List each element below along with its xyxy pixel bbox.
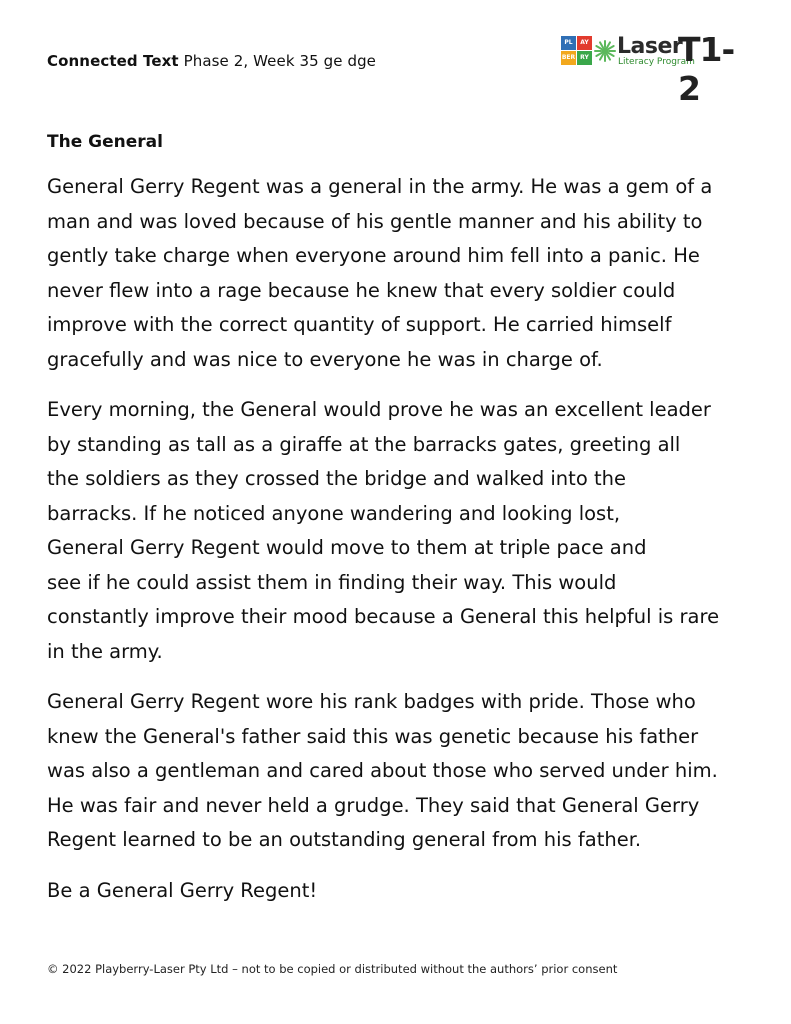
story-title: The General — [47, 132, 163, 152]
paragraph-line: Every morning, the General would prove he was an excellent leader — [47, 398, 711, 421]
paragraph-line: barracks. If he noticed anyone wandering and looking lost, — [47, 501, 621, 525]
burst-icon — [594, 40, 616, 62]
logo-word: Laser — [617, 34, 683, 59]
playberry-tiles-logo — [561, 36, 593, 66]
paragraph-line: General Gerry Regent would move to them at triple pace and — [47, 536, 647, 559]
paragraph-line: gracefully and was nice to everyone he was in charge of. — [47, 347, 603, 371]
paragraph-line: see if he could assist them in finding their way. This would — [47, 570, 617, 594]
paragraph-line: was also a gentleman and cared about those who served under him. — [47, 759, 718, 782]
paragraph-line: constantly improve their mood because a General this helpful is rare — [47, 605, 720, 628]
paragraph-line: man and was loved because of his gentle manner and his ability to — [47, 209, 703, 233]
story-paragraph — [47, 393, 763, 669]
paragraph-line: General Gerry Regent wore his rank badges with pride. Those who — [47, 690, 696, 713]
story-paragraph — [47, 874, 763, 909]
copyright-footer: © 2022 Playberry-Laser Pty Ltd – not to be copied or distributed without the authors’ prior consent — [47, 962, 618, 976]
paragraph-line: Regent learned to be an outstanding general from his father. — [47, 828, 642, 851]
paragraph-line: improve with the correct quantity of support. He carried himself — [47, 313, 672, 336]
story-paragraph — [47, 685, 763, 858]
paragraph-line: gently take charge when everyone around him fell into a panic. He — [47, 244, 700, 267]
logo-tile: AY — [577, 36, 592, 50]
logo-tile: BER — [561, 51, 576, 65]
paragraph-line: by standing as tall as a giraffe at the barracks gates, greeting all — [47, 432, 681, 456]
paragraph-line: in the army. — [47, 639, 163, 663]
paragraph-line: Be a General Gerry Regent! — [47, 878, 318, 902]
paragraph-line: General Gerry Regent was a general in the army. He was a gem of a — [47, 175, 713, 198]
paragraph-line: never flew into a rage because he knew that every soldier could — [47, 278, 676, 302]
logo-tile: PL — [561, 36, 576, 50]
laser-logo — [561, 30, 741, 108]
logo-tile: RY — [577, 51, 592, 65]
header-label-bold: Connected Text — [47, 52, 179, 70]
paragraph-line: knew the General's father said this was genetic because his father — [47, 724, 699, 748]
paragraph-line: the soldiers as they crossed the bridge and walked into the — [47, 467, 626, 490]
story-paragraph — [47, 170, 763, 377]
worksheet-header — [47, 52, 376, 70]
logo-subtitle: Literacy Program — [618, 57, 695, 67]
paragraph-line: He was fair and never held a grudge. They said that General Gerry — [47, 793, 700, 817]
logo-level: T1-2 — [678, 30, 735, 108]
story-body — [47, 170, 763, 924]
header-label-rest: Phase 2, Week 35 ge dge — [178, 52, 377, 70]
